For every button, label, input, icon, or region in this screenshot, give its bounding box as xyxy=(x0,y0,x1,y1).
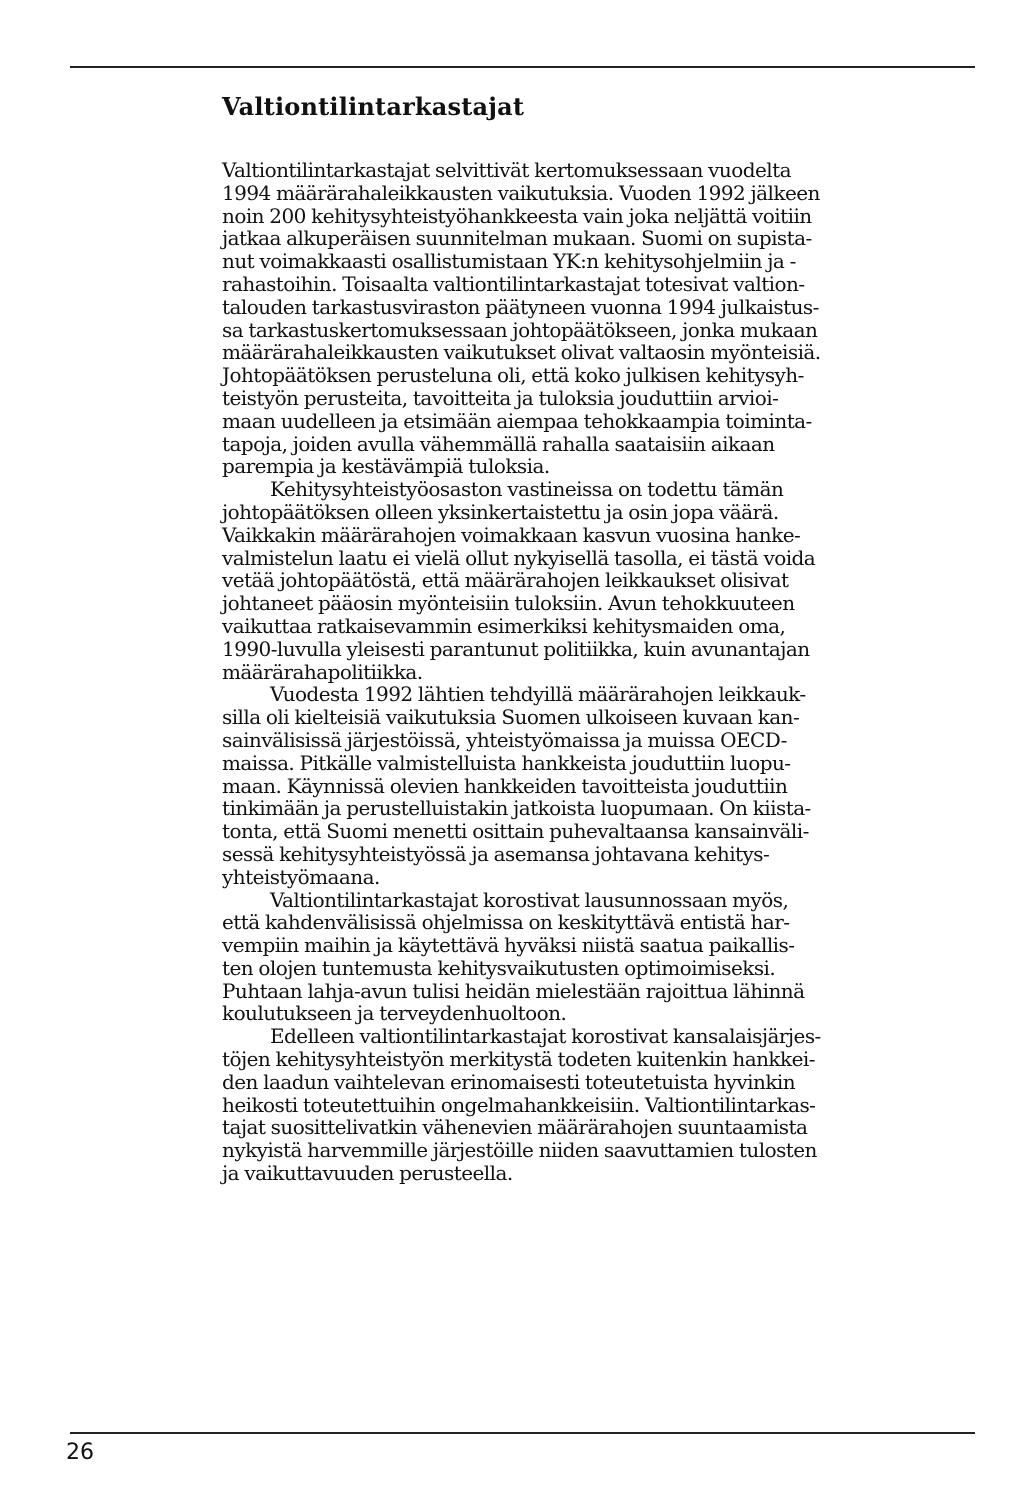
text-line: Valtiontilintarkastajat selvittivät kertomuksessaan vuodelta xyxy=(222,158,791,182)
text-line: nykyistä harvemmille järjestöille niiden saavuttamien tulosten xyxy=(222,1138,817,1163)
text-line: Kehitysyhteistyöosaston vastineissa on todettu tämän xyxy=(270,477,784,502)
text-line: vetää johtopäätöstä, että määrärahojen leikkaukset olisivat xyxy=(222,568,789,593)
text-line: yhteistyömaana. xyxy=(222,864,380,889)
page-number: 26 xyxy=(66,1440,94,1465)
text-line: 1990-luvulla yleisesti parantunut politiikka, kuin avunantajan xyxy=(222,636,810,661)
text-line: vempiin maihin ja käytettävä hyväksi niistä saatua paikallis- xyxy=(222,933,795,958)
text-line: Edelleen valtiontilintarkastajat korostivat kansalaisjärjes- xyxy=(270,1024,821,1049)
text-line: parempia ja kestävämpiä tuloksia. xyxy=(222,454,550,479)
text-line: heikosti toteutettuihin ongelmahankkeisiin. Valtiontilintarkas- xyxy=(222,1092,816,1117)
text-line: Valtiontilintarkastajat korostivat lausunnossaan myös, xyxy=(270,887,789,912)
text-line: maissa. Pitkälle valmistelluista hankkeista jouduttiin luopu- xyxy=(222,750,791,775)
body-text xyxy=(222,159,932,1185)
text-line: tapoja, joiden avulla vähemmällä rahalla saataisiin aikaan xyxy=(222,431,775,456)
text-line: sainvälisissä järjestöissä, yhteistyömaissa ja muissa OECD- xyxy=(222,727,787,752)
paragraph xyxy=(222,889,932,1026)
text-line: että kahdenvälisissä ohjelmissa on keskityttävä entistä har- xyxy=(222,910,790,935)
text-line: sa tarkastuskertomuksessaan johtopäätökseen, jonka mukaan xyxy=(222,317,818,342)
text-line: noin 200 kehitysyhteistyöhankkeesta vain joka neljättä voitiin xyxy=(222,203,812,228)
text-line: den laadun vaihtelevan erinomaisesti toteutetuista hyvinkin xyxy=(222,1069,796,1094)
text-line: johtaneet pääosin myönteisiin tuloksiin. Avun tehokkuuteen xyxy=(222,591,795,616)
text-line: määrärahaleikkausten vaikutukset olivat valtaosin myönteisiä. xyxy=(222,340,821,365)
text-line: jatkaa alkuperäisen suunnitelman mukaan. Suomi on supista- xyxy=(222,226,812,251)
text-line: sessä kehitysyhteistyössä ja asemansa johtavana kehitys- xyxy=(222,841,770,866)
text-line: johtopäätöksen olleen yksinkertaistettu ja osin jopa väärä. xyxy=(222,499,779,524)
paragraph xyxy=(222,159,932,478)
text-line: rahastoihin. Toisaalta valtiontilintarkastajat totesivat valtion- xyxy=(222,271,805,296)
text-line: teistyön perusteita, tavoitteita ja tuloksia jouduttiin arvioi- xyxy=(222,385,779,410)
paragraph xyxy=(222,1025,932,1185)
text-line: määrärahapolitiikka. xyxy=(222,659,423,684)
text-line: Puhtaan lahja-avun tulisi heidän mielestään rajoittua lähinnä xyxy=(222,978,805,1003)
top-rule xyxy=(70,66,975,68)
text-line: maan uudelleen ja etsimään aiempaa tehokkaampia toiminta- xyxy=(222,408,812,433)
text-line: ja vaikuttavuuden perusteella. xyxy=(222,1161,513,1186)
text-line: koulutukseen ja terveydenhuoltoon. xyxy=(222,1001,567,1026)
text-line: talouden tarkastusviraston päätyneen vuonna 1994 julkaistus- xyxy=(222,294,819,319)
text-line: tajat suosittelivatkin vähenevien määrärahojen suuntaamista xyxy=(222,1115,808,1140)
text-line: Vuodesta 1992 lähtien tehdyillä määrärahojen leikkauk- xyxy=(270,682,806,707)
text-line: Johtopäätöksen perusteluna oli, että koko julkisen kehitysyh- xyxy=(222,363,804,388)
text-line: ten olojen tuntemusta kehitysvaikutusten optimoimiseksi. xyxy=(222,955,776,980)
text-line: vaikuttaa ratkaisevammin esimerkiksi kehitysmaiden oma, xyxy=(222,613,786,638)
text-line: töjen kehitysyhteistyön merkitystä todeten kuitenkin hankkei- xyxy=(222,1047,815,1072)
paragraph xyxy=(222,478,932,683)
text-line: maan. Käynnissä olevien hankkeiden tavoitteista jouduttiin xyxy=(222,773,788,798)
bottom-rule xyxy=(70,1432,975,1434)
text-line: valmistelun laatu ei vielä ollut nykyisellä tasolla, ei tästä voida xyxy=(222,545,816,570)
paragraph xyxy=(222,683,932,888)
text-line: tinkimään ja perustelluistakin jatkoista luopumaan. On kiista- xyxy=(222,796,811,821)
text-line: Vaikkakin määrärahojen voimakkaan kasvun vuosina hanke- xyxy=(222,522,801,547)
text-line: tonta, että Suomi menetti osittain puhevaltaansa kansainväli- xyxy=(222,819,809,844)
text-line: silla oli kielteisiä vaikutuksia Suomen ulkoiseen kuvaan kan- xyxy=(222,705,800,730)
page-heading: Valtiontilintarkastajat xyxy=(222,92,525,121)
text-line: 1994 määrärahaleikkausten vaikutuksia. Vuoden 1992 jälkeen xyxy=(222,180,820,205)
text-line: nut voimakkaasti osallistumistaan YK:n kehitysohjelmiin ja - xyxy=(222,249,796,274)
